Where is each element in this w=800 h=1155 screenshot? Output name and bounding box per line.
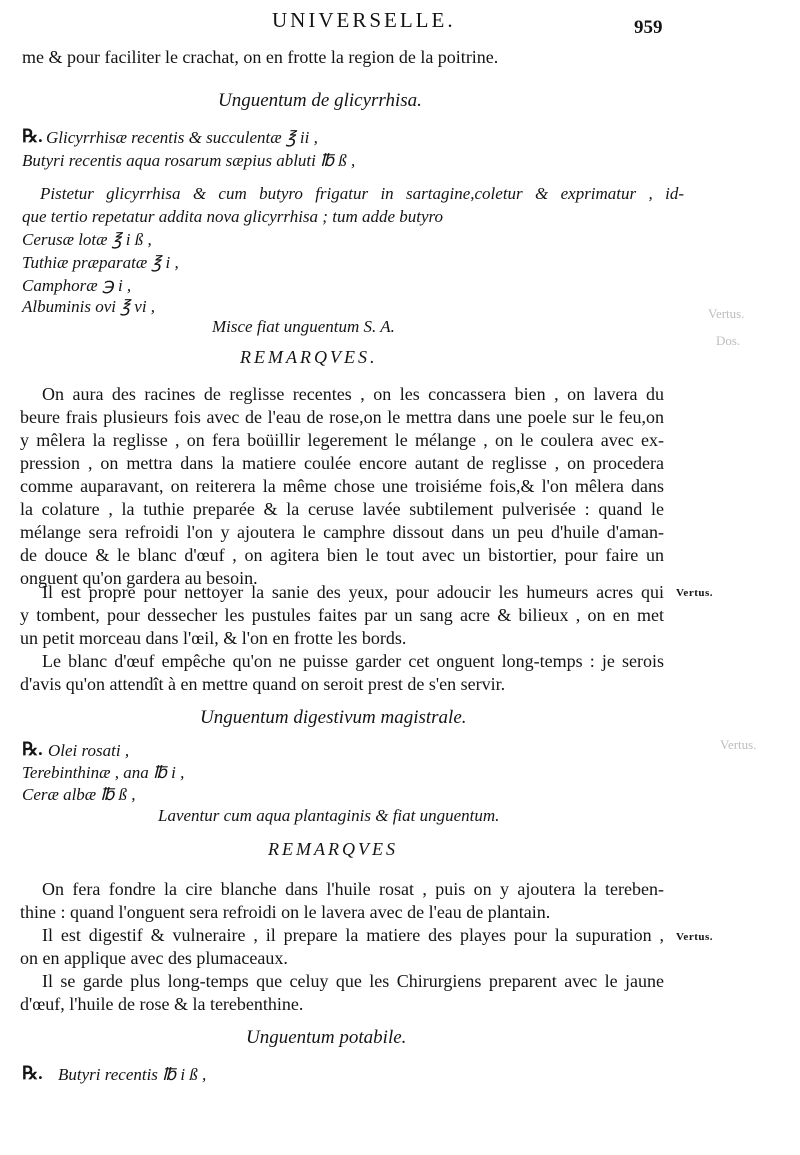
recipe-title: Unguentum digestivum magistrale.: [200, 707, 467, 728]
recipe-title: Unguentum potabile.: [246, 1027, 407, 1048]
remarks-line: mélange sera refroidi l'on y ajoutera le camphre dissout dans un peu d'huile d'aman-: [20, 522, 664, 542]
ingredient-line: Glicyrrhisæ recentis & succulentæ ℥ ii ,: [46, 128, 318, 147]
remarks-line: de douce & le blanc d'œuf , on agitera bien le tout avec un bistortier, pour faire un: [20, 545, 664, 565]
bleed-through-word: Dos.: [716, 333, 741, 348]
remarks-line: Le blanc d'œuf empêche qu'on ne puisse garder cet onguent long-temps : je serois: [42, 651, 664, 671]
running-title: UNIVERSELLE.: [272, 8, 456, 32]
bleed-through-word: Vertus.: [720, 737, 757, 752]
remarks-line: y mêlera la reglisse , on fera boüillir legerement le mélange , on le coulera avec ex-: [20, 430, 664, 450]
remarks-line: y tombent, pour dessecher les pustules faites par un sang acre & bilieux , on en met: [20, 605, 664, 625]
recipe-title: Unguentum de glicyrrhisa.: [218, 90, 422, 111]
remarks-line: On fera fondre la cire blanche dans l'huile rosat , puis on y ajoutera la tereben-: [42, 879, 664, 899]
page-number: 959: [634, 17, 663, 38]
recipe-symbol-icon: ℞.: [22, 1063, 43, 1083]
bleed-through-word: Vertus.: [708, 306, 745, 321]
continued-text-line: me & pour faciliter le crachat, on en frotte la region de la poitrine.: [22, 47, 499, 67]
ingredient-line: Olei rosati ,: [48, 741, 130, 760]
remarks-line: on en applique avec des plumaceaux.: [20, 948, 288, 968]
ingredient-line: Butyri recentis ℔ i ß ,: [58, 1065, 207, 1084]
ingredient-line: Ceræ albæ ℔ ß ,: [22, 785, 136, 804]
remarks-line: un petit morceau dans l'œil, & l'on en frotte les bords.: [20, 628, 407, 648]
remarks-line: la colature , la tuthie preparée & la ceruse lavée subtilement pulverisée : quand le: [20, 499, 664, 519]
method-line: Pistetur glicyrrhisa & cum butyro frigatur in sartagine,coletur & exprimatur , id-: [40, 184, 684, 203]
ingredient-line: Terebinthinæ , ana ℔ i ,: [22, 763, 185, 782]
method-line: que tertio repetatur addita nova glicyrrhisa ; tum adde butyro: [22, 207, 444, 226]
ingredient-line: Cerusæ lotæ ℥ i ß ,: [22, 230, 152, 249]
remarks-heading: REMARQVES.: [240, 347, 378, 367]
ingredient-line: Camphoræ ℈ i ,: [22, 276, 132, 295]
remarks-line: thine : quand l'onguent sera refroidi on le lavera avec de l'eau de plantain.: [20, 902, 551, 922]
remarks-line: d'œuf, l'huile de rose & la terebenthine.: [20, 994, 304, 1014]
remarks-line: On aura des racines de reglisse recentes , on les concassera bien , on lavera du: [42, 384, 664, 404]
remarks-line: Il est digestif & vulneraire , il prepare la matiere des playes pour la supuration ,: [42, 925, 664, 945]
margin-note: Vertus.: [676, 587, 714, 599]
remarks-line: d'avis qu'on attendît à en mettre quand on seroit prest de s'en servir.: [20, 674, 506, 694]
recipe-closing: Laventur cum aqua plantaginis & fiat unguentum.: [158, 806, 500, 825]
remarks-line: comme auparavant, on reiterera la même chose une troisiéme fois,& l'on mêlera dans: [20, 476, 664, 496]
recipe-symbol-icon: ℞.: [22, 739, 43, 759]
remarks-line: Il se garde plus long-temps que celuy que les Chirurgiens preparent avec le jaune: [42, 971, 664, 991]
recipe-symbol-icon: ℞.: [22, 126, 43, 146]
recipe-closing: Misce fiat unguentum S. A.: [212, 317, 395, 336]
remarks-line: Il est propre pour nettoyer la sanie des yeux, pour adoucir les humeurs acres qui: [42, 582, 664, 602]
ingredient-line: Butyri recentis aqua rosarum sæpius abluti ℔ ß ,: [22, 151, 356, 170]
margin-note: Vertus.: [676, 931, 714, 943]
remarks-line: pression , on mettra dans la matiere coulée encore autant de reglisse , on procedera: [20, 453, 664, 473]
remarks-line: onguent qu'on gardera au besoin.: [20, 568, 258, 588]
remarks-heading: REMARQVES: [268, 839, 398, 859]
ingredient-line: Tuthiæ præparatæ ℥ i ,: [22, 253, 179, 272]
ingredient-line: Albuminis ovi ℥ vi ,: [22, 297, 156, 316]
remarks-line: beure frais plusieurs fois avec de l'eau de rose,on le mettra dans une poele sur le feu,on: [20, 407, 664, 427]
